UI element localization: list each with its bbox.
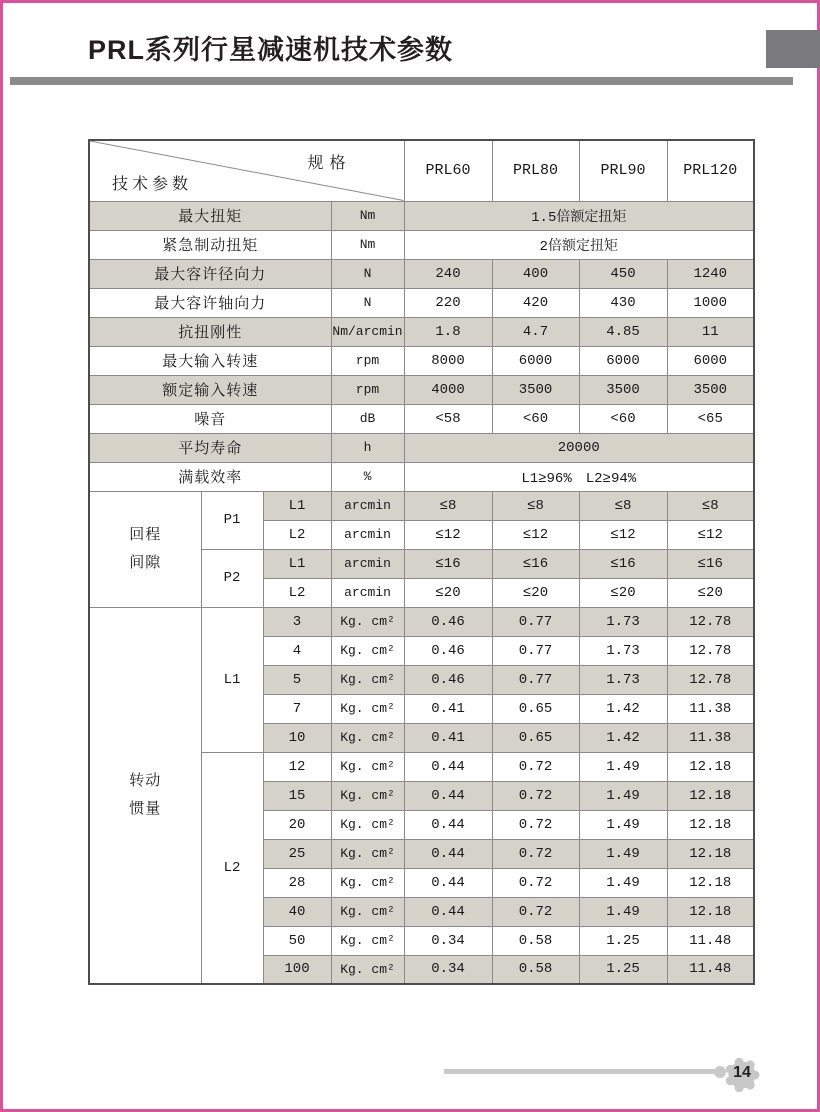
param-label: 噪音 (89, 404, 331, 433)
value-cell: ≤16 (667, 549, 754, 578)
param-label: 平均寿命 (89, 433, 331, 462)
unit-cell: Kg. cm² (331, 839, 404, 868)
value-cell: 1.73 (579, 636, 667, 665)
ratio-cell: 3 (263, 607, 331, 636)
unit-cell: rpm (331, 375, 404, 404)
value-cell: 0.41 (404, 723, 492, 752)
value-cell: 0.34 (404, 955, 492, 984)
column-header-prl120: PRL120 (667, 140, 754, 201)
value-cell: 1000 (667, 288, 754, 317)
value-cell: ≤16 (404, 549, 492, 578)
value-cell: ≤16 (492, 549, 579, 578)
value-cell: 0.77 (492, 636, 579, 665)
value-cell: 12.18 (667, 781, 754, 810)
unit-cell: Kg. cm² (331, 897, 404, 926)
value-span: 1.5倍额定扭矩 (404, 201, 754, 230)
value-cell: 1240 (667, 259, 754, 288)
value-cell: 1.8 (404, 317, 492, 346)
value-cell: ≤12 (404, 520, 492, 549)
param-label: 最大扭矩 (89, 201, 331, 230)
value-cell: ≤20 (579, 578, 667, 607)
unit-cell: Kg. cm² (331, 868, 404, 897)
ratio-cell: 15 (263, 781, 331, 810)
value-cell: 1.73 (579, 607, 667, 636)
value-cell: 12.78 (667, 665, 754, 694)
value-cell: 12.78 (667, 636, 754, 665)
value-cell: ≤8 (404, 491, 492, 520)
level-cell: L1 (263, 549, 331, 578)
value-cell: 1.42 (579, 723, 667, 752)
unit-cell: Kg. cm² (331, 694, 404, 723)
unit-cell: Kg. cm² (331, 781, 404, 810)
value-cell: 12.18 (667, 752, 754, 781)
value-cell: ≤20 (667, 578, 754, 607)
unit-cell: Kg. cm² (331, 607, 404, 636)
value-cell: 0.72 (492, 897, 579, 926)
value-cell: 11.38 (667, 723, 754, 752)
value-cell: 1.73 (579, 665, 667, 694)
value-cell: 0.77 (492, 607, 579, 636)
spec-table (88, 139, 755, 985)
value-cell: 0.77 (492, 665, 579, 694)
level-cell: L2 (263, 578, 331, 607)
value-cell: 0.72 (492, 868, 579, 897)
table-row (89, 259, 754, 288)
ratio-cell: 40 (263, 897, 331, 926)
value-cell: ≤20 (404, 578, 492, 607)
unit-cell: dB (331, 404, 404, 433)
unit-cell: arcmin (331, 520, 404, 549)
value-cell: <60 (579, 404, 667, 433)
value-cell: 0.65 (492, 694, 579, 723)
table-row (89, 462, 754, 491)
unit-cell: h (331, 433, 404, 462)
value-cell: 11.38 (667, 694, 754, 723)
table-row (89, 433, 754, 462)
section-label-backlash (89, 491, 201, 607)
value-cell: 3500 (579, 375, 667, 404)
grade-cell: P2 (201, 549, 263, 607)
value-cell: 12.18 (667, 897, 754, 926)
value-cell: 6000 (667, 346, 754, 375)
page-title: PRL系列行星减速机技术参数 (88, 35, 453, 65)
unit-cell: Nm/arcmin (331, 317, 404, 346)
value-cell: <60 (492, 404, 579, 433)
stage-cell: L2 (201, 752, 263, 984)
value-cell: 1.49 (579, 752, 667, 781)
value-cell: 0.72 (492, 810, 579, 839)
column-header-prl60: PRL60 (404, 140, 492, 201)
ratio-cell: 50 (263, 926, 331, 955)
diagonal-header-cell (89, 140, 404, 201)
value-cell: 400 (492, 259, 579, 288)
ratio-cell: 10 (263, 723, 331, 752)
unit-cell: Kg. cm² (331, 665, 404, 694)
table-row (89, 346, 754, 375)
table-row (89, 404, 754, 433)
value-cell: 1.49 (579, 897, 667, 926)
table-row (89, 607, 754, 636)
unit-cell: Kg. cm² (331, 926, 404, 955)
unit-cell: arcmin (331, 491, 404, 520)
value-cell: 4.85 (579, 317, 667, 346)
value-span: 2倍额定扭矩 (404, 230, 754, 259)
value-cell: 0.58 (492, 955, 579, 984)
value-cell: 0.44 (404, 868, 492, 897)
value-cell: 6000 (492, 346, 579, 375)
unit-cell: N (331, 259, 404, 288)
param-label: 满载效率 (89, 462, 331, 491)
value-cell: 0.65 (492, 723, 579, 752)
value-cell: ≤8 (492, 491, 579, 520)
value-cell: 0.44 (404, 781, 492, 810)
value-cell: 4.7 (492, 317, 579, 346)
unit-cell: Nm (331, 230, 404, 259)
value-cell: 11 (667, 317, 754, 346)
ratio-cell: 100 (263, 955, 331, 984)
value-span: L1≥96% L2≥94% (404, 462, 754, 491)
value-cell: 1.42 (579, 694, 667, 723)
value-cell: 4000 (404, 375, 492, 404)
param-label: 额定输入转速 (89, 375, 331, 404)
value-cell: 0.44 (404, 897, 492, 926)
unit-cell: N (331, 288, 404, 317)
stage-cell: L1 (201, 607, 263, 752)
value-cell: ≤16 (579, 549, 667, 578)
table-row (89, 491, 754, 520)
value-cell: 0.44 (404, 839, 492, 868)
unit-cell: Kg. cm² (331, 810, 404, 839)
ratio-cell: 4 (263, 636, 331, 665)
value-cell: 12.18 (667, 810, 754, 839)
value-cell: 0.34 (404, 926, 492, 955)
unit-cell: arcmin (331, 549, 404, 578)
header-param-label: 技术参数 (112, 175, 193, 193)
table-row (89, 375, 754, 404)
value-cell: 0.44 (404, 810, 492, 839)
value-cell: 450 (579, 259, 667, 288)
value-cell: 0.44 (404, 752, 492, 781)
value-cell: ≤8 (579, 491, 667, 520)
value-cell: 1.25 (579, 955, 667, 984)
value-cell: 240 (404, 259, 492, 288)
value-cell: 1.25 (579, 926, 667, 955)
value-cell: 3500 (667, 375, 754, 404)
section-label-text: 回程间隙 (129, 525, 162, 571)
table-row (89, 317, 754, 346)
value-cell: ≤12 (667, 520, 754, 549)
value-cell: 1.49 (579, 781, 667, 810)
page-number-badge: 14 (733, 1064, 751, 1081)
value-cell: ≤12 (579, 520, 667, 549)
param-label: 抗扭刚性 (89, 317, 331, 346)
value-cell: 0.72 (492, 839, 579, 868)
level-cell: L2 (263, 520, 331, 549)
value-cell: 0.58 (492, 926, 579, 955)
value-cell: ≤8 (667, 491, 754, 520)
value-cell: 430 (579, 288, 667, 317)
value-cell: 1.49 (579, 839, 667, 868)
param-label: 最大容许轴向力 (89, 288, 331, 317)
value-cell: 220 (404, 288, 492, 317)
param-label: 最大输入转速 (89, 346, 331, 375)
column-header-prl90: PRL90 (579, 140, 667, 201)
grade-cell: P1 (201, 491, 263, 549)
value-cell: <65 (667, 404, 754, 433)
value-cell: 0.72 (492, 781, 579, 810)
value-cell: ≤12 (492, 520, 579, 549)
unit-cell: arcmin (331, 578, 404, 607)
value-cell: <58 (404, 404, 492, 433)
table-header-row (89, 140, 754, 201)
table-row (89, 201, 754, 230)
value-cell: 0.41 (404, 694, 492, 723)
section-label-inertia (89, 607, 201, 984)
header-spec-label: 规格 (307, 155, 352, 172)
value-cell: ≤20 (492, 578, 579, 607)
ratio-cell: 7 (263, 694, 331, 723)
value-cell: 12.18 (667, 839, 754, 868)
table-row (89, 288, 754, 317)
value-cell: 11.48 (667, 926, 754, 955)
ratio-cell: 12 (263, 752, 331, 781)
unit-cell: Kg. cm² (331, 752, 404, 781)
footer-rule (444, 1069, 720, 1074)
level-cell: L1 (263, 491, 331, 520)
value-cell: 12.18 (667, 868, 754, 897)
title-underline-bar (10, 77, 793, 85)
value-cell: 0.46 (404, 607, 492, 636)
unit-cell: % (331, 462, 404, 491)
ratio-cell: 20 (263, 810, 331, 839)
ratio-cell: 28 (263, 868, 331, 897)
unit-cell: Nm (331, 201, 404, 230)
value-cell: 1.49 (579, 868, 667, 897)
value-cell: 12.78 (667, 607, 754, 636)
value-span: 20000 (404, 433, 754, 462)
column-header-prl80: PRL80 (492, 140, 579, 201)
param-label: 紧急制动扭矩 (89, 230, 331, 259)
value-cell: 11.48 (667, 955, 754, 984)
value-cell: 1.49 (579, 810, 667, 839)
value-cell: 3500 (492, 375, 579, 404)
value-cell: 8000 (404, 346, 492, 375)
unit-cell: rpm (331, 346, 404, 375)
value-cell: 0.72 (492, 752, 579, 781)
unit-cell: Kg. cm² (331, 723, 404, 752)
value-cell: 6000 (579, 346, 667, 375)
table-row (89, 230, 754, 259)
value-cell: 420 (492, 288, 579, 317)
unit-cell: Kg. cm² (331, 955, 404, 984)
ratio-cell: 25 (263, 839, 331, 868)
value-cell: 0.46 (404, 636, 492, 665)
section-label-text: 转动惯量 (129, 771, 162, 818)
unit-cell: Kg. cm² (331, 636, 404, 665)
ratio-cell: 5 (263, 665, 331, 694)
param-label: 最大容许径向力 (89, 259, 331, 288)
value-cell: 0.46 (404, 665, 492, 694)
corner-decoration-square (766, 30, 820, 68)
